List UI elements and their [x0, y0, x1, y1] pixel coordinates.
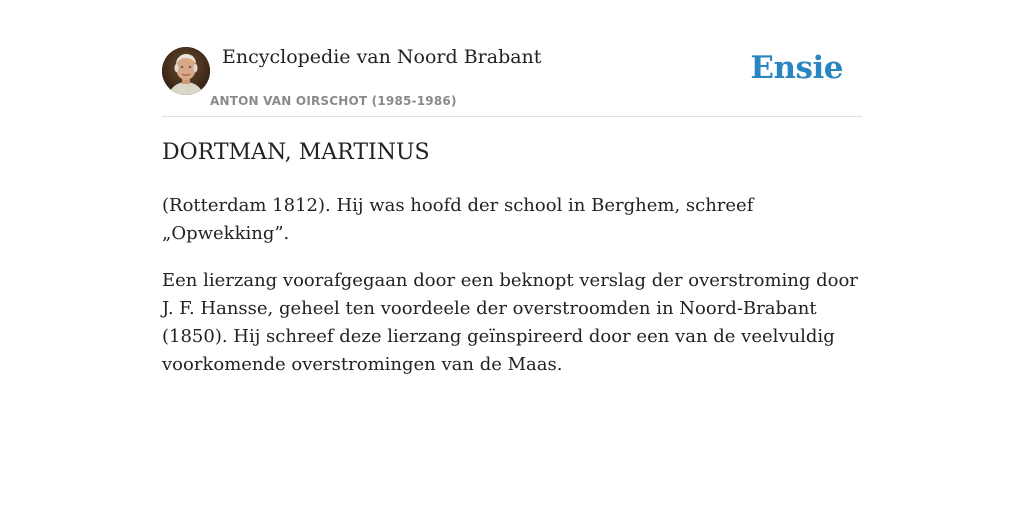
- book-title-link[interactable]: Encyclopedie van Noord Brabant: [222, 46, 542, 68]
- ensie-logo-link[interactable]: Ensie: [750, 50, 843, 86]
- entry-body: [162, 192, 862, 398]
- page: [162, 0, 862, 375]
- portrait-icon: [162, 47, 210, 95]
- entry-title: DORTMAN, MARTINUS: [162, 140, 430, 165]
- author-name: ANTON VAN OIRSCHOT (1985-1986): [210, 94, 457, 108]
- entry-paragraph-2: Een lierzang voorafgegaan door een beknopt verslag der overstroming door J. F. Hansse, geheel ten voordeele der overstroomden in Noord-Brabant (1850). Hij schreef deze lierzang geïnspireerd door een van de veelvuldig voorkomende overstromingen van de Maas.: [162, 270, 858, 375]
- author-avatar[interactable]: [162, 47, 210, 95]
- entry-paragraph-1: (Rotterdam 1812). Hij was hoofd der school in Berghem, schreef „Opwekking”.: [162, 195, 754, 244]
- header: [162, 0, 862, 117]
